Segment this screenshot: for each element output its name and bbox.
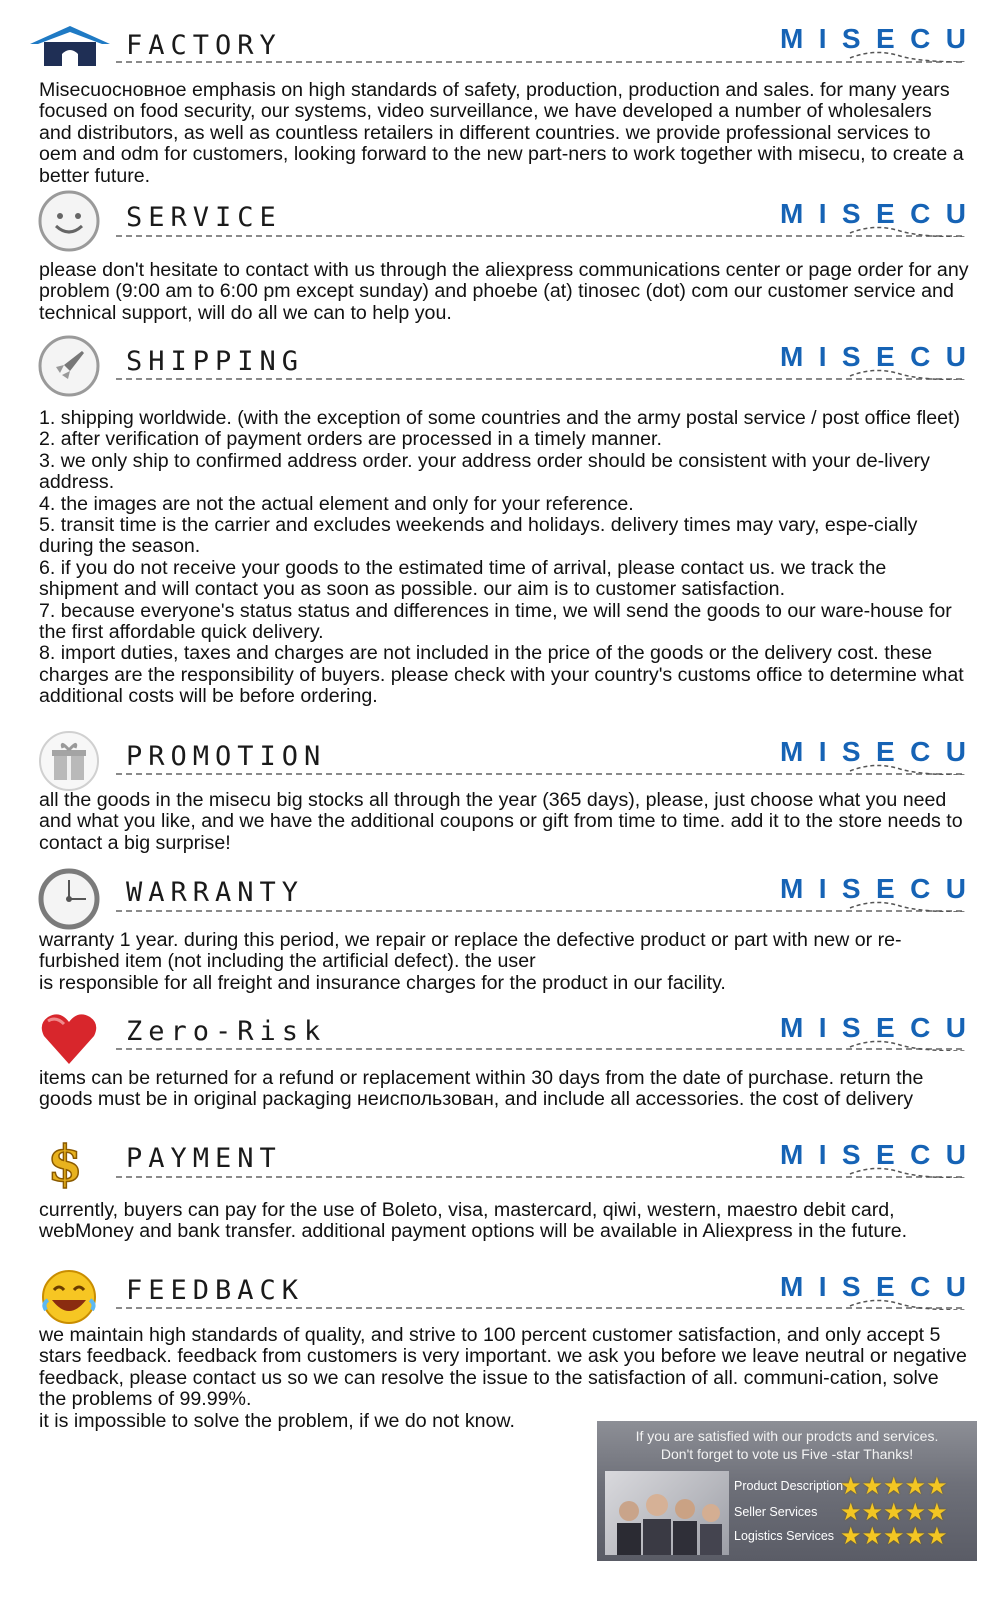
section-title: SERVICE [126, 202, 282, 233]
misecu-logo [780, 1138, 970, 1178]
paragraph: please don't hesitate to contact with us through the aliexpress communications center or page order for any problem (9:00 am to 6:00 pm except sunday) and phoebe (at) tinosec (dot) com our customer service and technical support, will do all we can to help you. [39, 259, 969, 324]
svg-text:MISECU: MISECU [780, 341, 966, 372]
house-icon [26, 22, 114, 66]
section-title: WARRANTY [126, 877, 305, 908]
svg-text:MISECU: MISECU [780, 1139, 966, 1170]
paragraph: 5. transit time is the carrier and excludes weekends and holidays. delivery times may vary, espe-cially during the season. [39, 514, 918, 558]
section-text [39, 80, 969, 187]
paragraph: 7. because everyone's status status and differences in time, we will send the goods to our ware-house for the first affordable quick delivery. [39, 599, 952, 644]
five-star-rating-banner [597, 1421, 977, 1561]
svg-text:MISECU: MISECU [780, 736, 966, 767]
rocket-icon [36, 333, 102, 399]
paragraph: 6. if you do not receive your goods to the estimated time of arrival, please contact us. we track the shipment and will contact you as soon as possible. our aim is to customer satisfaction. [39, 556, 887, 601]
paragraph: items can be returned for a refund or replacement within 30 days from the date of purchase. return the goods must be in original packaging неиспользован, and include all accessories. the cost of delivery [39, 1067, 924, 1111]
rating-label: Logistics Services [734, 1529, 835, 1543]
svg-text:MISECU: MISECU [780, 1012, 966, 1043]
laughing-emoji-icon [36, 1264, 102, 1330]
section-text [39, 930, 969, 994]
section-title: PAYMENT [126, 1143, 282, 1174]
rating-row [734, 1475, 974, 1499]
customers-photo [605, 1471, 729, 1555]
gift-icon [36, 728, 102, 794]
banner-line-1: If you are satisfied with our prodcts and services. [635, 1428, 939, 1444]
five-stars-icon: ★★★★★ [840, 1473, 948, 1500]
svg-text:MISECU: MISECU [780, 873, 966, 904]
paragraph: we maintain high standards of quality, and strive to 100 percent customer satisfaction, and only accept 5 stars feedback. feedback from customers is very important. we ask you before we leave neutral or negative feedback, please contact us so we can resolve the issue to the satisfaction of all. communi-cation, solve the problems of 99.99%. [39, 1324, 967, 1411]
five-stars-icon: ★★★★★ [840, 1499, 948, 1526]
section-title: FEEDBACK [126, 1275, 305, 1306]
svg-text:MISECU: MISECU [780, 198, 966, 229]
section-text [39, 1325, 969, 1432]
paragraph: 1. shipping worldwide. (with the exception of some countries and the army postal service / post office fleet) [39, 407, 961, 429]
misecu-logo [780, 872, 970, 912]
section-text [39, 790, 969, 854]
clock-icon [36, 866, 102, 932]
paragraph: all the goods in the misecu big stocks all through the year (365 days), please, just choose what you need and what you like, and we have the additional coupons or gift from time to time. add it to the store needs to contact a big surprise! [39, 789, 963, 854]
section-title: SHIPPING [126, 346, 305, 377]
paragraph: currently, buyers can pay for the use of Boleto, visa, mastercard, qiwi, western, maestro debit card, webMoney and bank transfer. additional payment options will be available in Aliexpress in the future. [39, 1199, 908, 1243]
section-title: Zero-Risk [126, 1016, 327, 1047]
section-text [39, 260, 969, 324]
paragraph: Misecuосновное emphasis on high standards of safety, production, production and sales. for many years focused on food security, our systems, video surveillance, we have developed a number of wholesalers and distributors, as well as countless retailers in different countries. we provide professional services to oem and odm for customers, looking forward to the new part-ners to work together with misecu, to create a better future. [39, 79, 964, 187]
svg-text:$: $ [47, 1135, 83, 1191]
misecu-logo [780, 340, 970, 380]
paragraph: 3. we only ship to confirmed address order. your address order should be consistent with your de-livery address. [39, 449, 930, 494]
dollar-icon [40, 1135, 90, 1191]
smiley-icon [36, 188, 102, 254]
rating-label: Product Description [734, 1479, 844, 1493]
section-text [39, 408, 969, 708]
misecu-logo [780, 197, 970, 237]
section-title: FACTORY [126, 30, 282, 61]
banner-line-2: Don't forget to vote us Five -star Thanks! [660, 1446, 914, 1462]
rating-row [734, 1525, 974, 1549]
svg-text:MISECU: MISECU [780, 1271, 966, 1302]
paragraph: 8. import duties, taxes and charges are not included in the price of the goods or the delivery cost. these charges are the responsibility of buyers. please check with your country's customs office to determine what additional costs will be before ordering. [39, 642, 964, 708]
paragraph: 2. after verification of payment orders are processed in a timely manner. [39, 428, 662, 451]
svg-text:MISECU: MISECU [780, 23, 966, 54]
section-title: PROMOTION [126, 741, 327, 772]
rating-label: Seller Services [734, 1505, 818, 1519]
paragraph: 4. the images are not the actual element and only for your reference. [39, 492, 634, 515]
paragraph: it is impossible to solve the problem, if we do not know. [39, 1409, 515, 1432]
misecu-logo [780, 22, 970, 62]
five-stars-icon: ★★★★★ [840, 1523, 948, 1550]
section-text [39, 1200, 969, 1243]
misecu-logo [780, 1011, 970, 1051]
paragraph: warranty 1 year. during this period, we repair or replace the defective product or part with new or re-furbished item (not including the artificial defect). the user [39, 929, 902, 973]
misecu-logo [780, 735, 970, 775]
heart-icon [36, 1006, 102, 1072]
paragraph: is responsible for all freight and insurance charges for the product in our facility. [39, 971, 726, 994]
section-text [39, 1068, 969, 1111]
misecu-logo [780, 1270, 970, 1310]
